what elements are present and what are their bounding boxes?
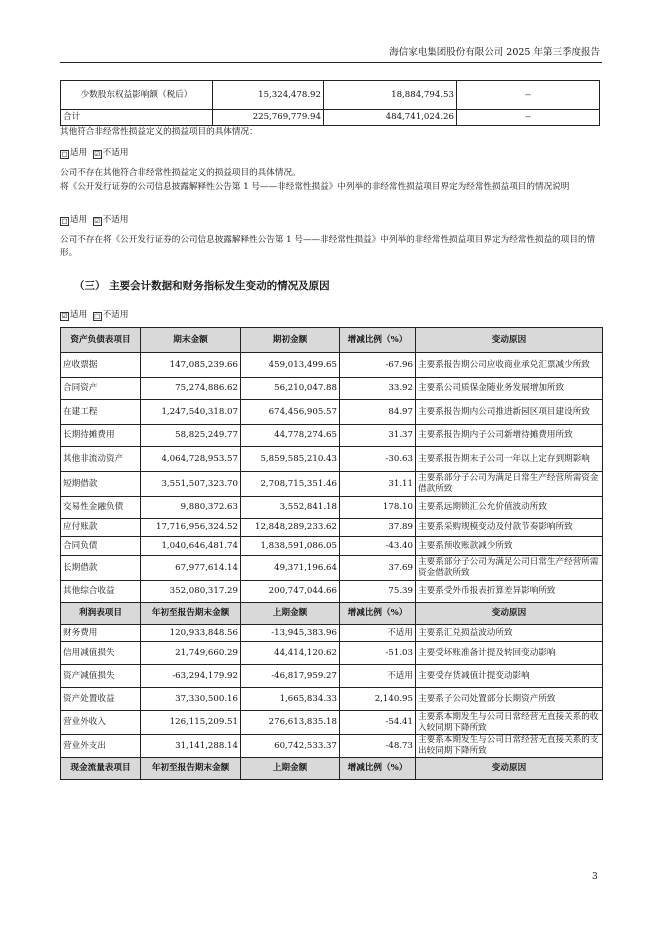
checkbox-checked-icon: ☑	[94, 150, 101, 158]
previous-amount: 674,456,905.57	[241, 400, 340, 425]
change-percent: 不适用	[340, 665, 416, 688]
current-amount: 21,749,660.29	[141, 642, 241, 665]
previous-amount: 200,747,044.66	[241, 581, 340, 603]
table-row	[61, 110, 600, 126]
applicability-checkboxes	[60, 309, 600, 322]
option-label: 不适用	[102, 310, 129, 320]
non-recurring-table	[60, 80, 600, 126]
column-header: 上期金额	[241, 758, 340, 780]
change-reason: 主要系报告期公司应收商业承兑汇票减少所致	[416, 353, 603, 378]
table-row	[61, 497, 603, 519]
financial-change-table	[60, 327, 603, 780]
current-amount: 37,330,500.16	[141, 688, 241, 711]
column-header: 期初金额	[241, 328, 340, 353]
change-percent: 37.69	[340, 556, 416, 581]
option-label: 适用	[70, 148, 88, 158]
previous-amount: 2,708,715,351.46	[241, 472, 340, 497]
change-reason: 主要系本期发生与公司日常经营无直接关系的支出较同期下降所致	[416, 735, 603, 758]
item-name: 营业外收入	[61, 711, 141, 735]
item-name: 长期待摊费用	[61, 425, 141, 447]
change-reason: 主要系公司质保金随业务发展增加所致	[416, 378, 603, 400]
current-amount: 4,064,728,953.57	[141, 447, 241, 472]
note: --	[457, 81, 600, 110]
table-row	[61, 519, 603, 537]
previous-amount: 12,848,289,233.62	[241, 519, 340, 537]
current-amount: 1,040,646,481.74	[141, 537, 241, 556]
previous-amount: 459,013,499.65	[241, 353, 340, 378]
previous-amount: 44,778,274.65	[241, 425, 340, 447]
checkbox-checked-icon: ☑	[61, 312, 68, 320]
change-reason: 主要受坏账准备计提及转回变动影响	[416, 642, 603, 665]
change-reason: 主要系部分子公司为满足公司日常生产经营所需资金借款所致	[416, 556, 603, 581]
column-header: 增减比例（%）	[340, 758, 416, 780]
item-name: 其他综合收益	[61, 581, 141, 603]
current-amount: 147,085,239.66	[141, 353, 241, 378]
item-name: 在建工程	[61, 400, 141, 425]
current-amount: -63,294,179.92	[141, 665, 241, 688]
column-header: 变动原因	[416, 603, 603, 625]
change-reason: 主要系部分子公司为满足日常生产经营所需资金借款所致	[416, 472, 603, 497]
item-name: 信用减值损失	[61, 642, 141, 665]
change-percent: -48.73	[340, 735, 416, 758]
previous-amount: 1,665,834.33	[241, 688, 340, 711]
current-amount: 17,716,956,324.52	[141, 519, 241, 537]
change-reason: 主要系受外币报表折算差异影响所致	[416, 581, 603, 603]
change-percent: 33.92	[340, 378, 416, 400]
paragraph: 其他符合非经常性损益定义的损益项目的具体情况：	[60, 127, 258, 137]
change-reason: 主要系报告期内公司推进新园区项目建设所致	[416, 400, 603, 425]
item-name: 长期借款	[61, 556, 141, 581]
column-header: 利润表项目	[61, 603, 141, 625]
column-header: 资产负债表项目	[61, 328, 141, 353]
option-label: 不适用	[102, 215, 129, 225]
item-name: 营业外支出	[61, 735, 141, 758]
table-row	[61, 556, 603, 581]
option-label: 适用	[70, 310, 88, 320]
table-row	[61, 625, 603, 642]
note: --	[457, 110, 600, 126]
item-name: 应付账款	[61, 519, 141, 537]
change-reason: 主要系预收账款减少所致	[416, 537, 603, 556]
previous-amount: 44,414,120.62	[241, 642, 340, 665]
current-amount: 31,141,288.14	[141, 735, 241, 758]
table-header-row	[61, 758, 603, 780]
table-row	[61, 472, 603, 497]
change-percent: 2,140.95	[340, 688, 416, 711]
change-percent: 31.11	[340, 472, 416, 497]
item-name: 合同资产	[61, 378, 141, 400]
change-percent: 75.39	[340, 581, 416, 603]
current-value: 15,324,478.92	[213, 81, 324, 110]
change-reason: 主要系远期锁汇公允价值波动所致	[416, 497, 603, 519]
change-percent: 37.89	[340, 519, 416, 537]
current-amount: 352,080,317.29	[141, 581, 241, 603]
change-reason: 主要系采购规模变动及付款节奏影响所致	[416, 519, 603, 537]
change-percent: -43.40	[340, 537, 416, 556]
change-percent: 31.37	[340, 425, 416, 447]
previous-amount: -46,817,959.27	[241, 665, 340, 688]
change-percent: -54.41	[340, 711, 416, 735]
item-name: 短期借款	[61, 472, 141, 497]
change-percent: 不适用	[340, 625, 416, 642]
current-amount: 67,977,614.14	[141, 556, 241, 581]
change-percent: 178.10	[340, 497, 416, 519]
column-header: 增减比例（%）	[340, 328, 416, 353]
row-label: 少数股东权益影响额（税后）	[61, 81, 213, 110]
current-amount: 75,274,886.62	[141, 378, 241, 400]
table-row	[61, 447, 603, 472]
change-percent: 84.97	[340, 400, 416, 425]
change-reason: 主要系报告期内子公司新增待摊费用所致	[416, 425, 603, 447]
section-title: （三） 主要会计数据和财务指标发生变动的情况及原因	[74, 280, 330, 292]
table-row	[61, 81, 600, 110]
current-amount: 9,880,372.63	[141, 497, 241, 519]
previous-amount: 1,838,591,086.05	[241, 537, 340, 556]
table-row	[61, 400, 603, 425]
current-value: 225,769,779.94	[213, 110, 324, 126]
current-amount: 120,933,848.56	[141, 625, 241, 642]
column-header: 年初至报告期末金额	[141, 758, 241, 780]
page-number: 3	[592, 872, 598, 882]
row-label: 合计	[61, 110, 213, 126]
item-name: 财务费用	[61, 625, 141, 642]
option-label: 不适用	[102, 148, 129, 158]
table-row	[61, 425, 603, 447]
column-header: 年初至报告期末金额	[141, 603, 241, 625]
previous-amount: -13,945,383.96	[241, 625, 340, 642]
table-header-row	[61, 328, 603, 353]
page-header-title: 海信家电集团股份有限公司 2025 年第三季度报告	[389, 47, 600, 58]
checkbox-icon: □	[61, 150, 68, 158]
current-amount: 3,551,507,323.70	[141, 472, 241, 497]
change-reason: 主要系子公司处置部分长期资产所致	[416, 688, 603, 711]
applicability-checkboxes	[60, 214, 600, 227]
current-amount: 58,825,249.77	[141, 425, 241, 447]
previous-amount: 60,742,533.37	[241, 735, 340, 758]
table-row	[61, 665, 603, 688]
ytd-value: 484,741,024.26	[324, 110, 457, 126]
change-reason: 主要系汇兑损益波动所致	[416, 625, 603, 642]
table-row	[61, 642, 603, 665]
item-name: 合同负债	[61, 537, 141, 556]
change-reason: 主要系本期发生与公司日常经营无直接关系的收入较同期下降所致	[416, 711, 603, 735]
item-name: 交易性金融负债	[61, 497, 141, 519]
table-row	[61, 688, 603, 711]
table-row	[61, 537, 603, 556]
table-row	[61, 353, 603, 378]
change-percent: -67.96	[340, 353, 416, 378]
column-header: 期末金额	[141, 328, 241, 353]
column-header: 现金流量表项目	[61, 758, 141, 780]
paragraph: 将《公开发行证券的公司信息披露解释性公告第 1 号——非经常性损益》中列举的非经常性损益项目界定为经常性损益项目的情况说明	[60, 182, 570, 192]
header-divider	[60, 62, 602, 63]
previous-amount: 56,210,047.88	[241, 378, 340, 400]
current-amount: 1,247,540,318.07	[141, 400, 241, 425]
checkbox-icon: □	[61, 217, 68, 225]
checkbox-icon: □	[94, 312, 101, 320]
paragraph: 公司不存在其他符合非经常性损益定义的损益项目的具体情况。	[60, 168, 301, 178]
table-row	[61, 581, 603, 603]
column-header: 变动原因	[416, 328, 603, 353]
applicability-checkboxes	[60, 147, 600, 160]
current-amount: 126,115,209.51	[141, 711, 241, 735]
column-header: 变动原因	[416, 758, 603, 780]
column-header: 上期金额	[241, 603, 340, 625]
table-row	[61, 735, 603, 758]
change-percent: -30.63	[340, 447, 416, 472]
column-header: 增减比例（%）	[340, 603, 416, 625]
table-header-row	[61, 603, 603, 625]
previous-amount: 3,552,841.18	[241, 497, 340, 519]
table-row	[61, 711, 603, 735]
change-percent: -51.03	[340, 642, 416, 665]
previous-amount: 276,613,835.18	[241, 711, 340, 735]
checkbox-checked-icon: ☑	[94, 217, 101, 225]
item-name: 资产处置收益	[61, 688, 141, 711]
previous-amount: 5,859,585,210.43	[241, 447, 340, 472]
ytd-value: 18,884,794.53	[324, 81, 457, 110]
option-label: 适用	[70, 215, 88, 225]
previous-amount: 49,371,196.64	[241, 556, 340, 581]
change-reason: 主要受存货减值计提变动影响	[416, 665, 603, 688]
item-name: 应收票据	[61, 353, 141, 378]
item-name: 资产减值损失	[61, 665, 141, 688]
table-row	[61, 378, 603, 400]
paragraph: 公司不存在将《公开发行证券的公司信息披露解释性公告第 1 号——非经常性损益》中列举的非经常性损益项目界定为经常性损益的项目的情形。	[60, 235, 596, 258]
item-name: 其他非流动资产	[61, 447, 141, 472]
change-reason: 主要系报告期末子公司一年以上定存到期影响	[416, 447, 603, 472]
